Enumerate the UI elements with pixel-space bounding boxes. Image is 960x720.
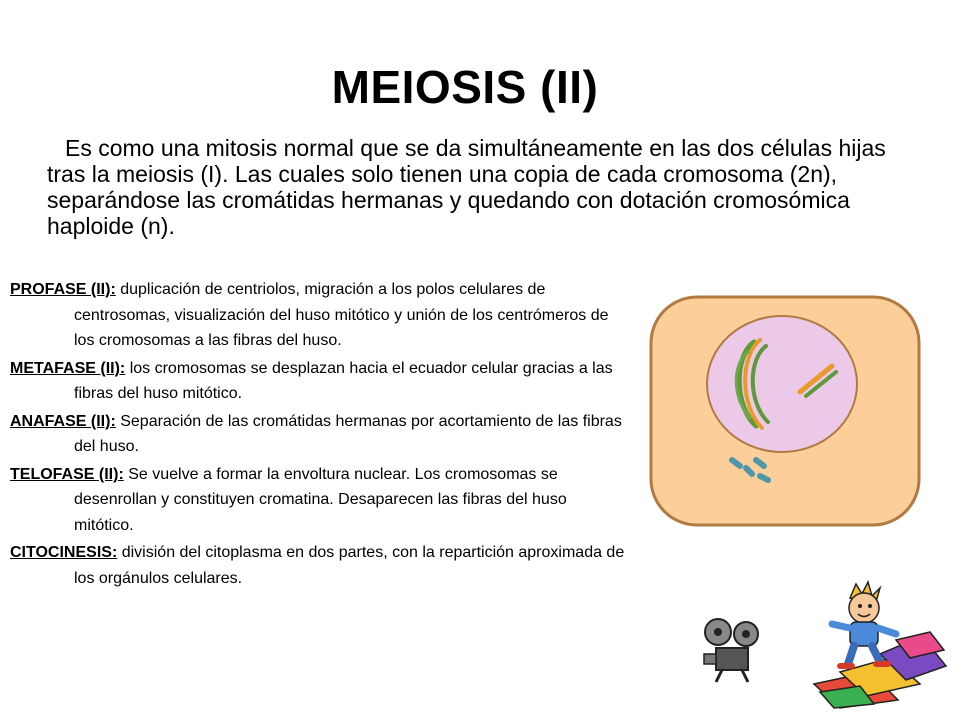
phase-name: CITOCINESIS: xyxy=(10,544,118,561)
phase-text: los cromosomas se desplazan hacia el ecuador celular gracias a las fibras del huso mitótico. xyxy=(74,359,613,402)
phase-telofase xyxy=(10,462,630,539)
cell-illustration xyxy=(648,294,924,530)
phase-text: duplicación de centriolos, migración a los polos celulares de centrosomas, visualización del huso mitótico y unión de los centrómeros de los cromosomas a las fibras del huso. xyxy=(74,281,609,349)
phase-anafase xyxy=(10,409,630,460)
kid-on-books-icon xyxy=(810,580,950,710)
phase-name: ANAFASE (II): xyxy=(10,412,116,430)
phase-name: TELOFASE (II): xyxy=(10,465,124,483)
phase-name: METAFASE (II): xyxy=(10,359,126,377)
phase-citocinesis xyxy=(10,540,630,591)
slide-title: MEIOSIS (II) xyxy=(331,61,599,113)
phase-text: Separación de las cromátidas hermanas por acortamiento de las fibras del huso. xyxy=(74,412,622,455)
phase-name: PROFASE (II): xyxy=(10,281,116,298)
phase-profase xyxy=(10,277,630,354)
phase-list xyxy=(10,277,630,593)
intro-paragraph: Es como una mitosis normal que se da simultáneamente en las dos células hijas tras la meiosis (I). Las cuales solo tienen una copia de cada cromosoma (2n), separándose las cromátidas hermanas y quedando con dotación cromosómica haploide (n). xyxy=(47,135,886,239)
book-stack xyxy=(814,632,946,708)
phase-metafase xyxy=(10,356,630,407)
phase-text: Se vuelve a formar la envoltura nuclear. Los cromosomas se desenrollan y constituyen cromatina. Desaparecen las fibras del huso mitótico. xyxy=(74,465,567,534)
cell-nucleus xyxy=(707,316,857,452)
phase-text: división del citoplasma en dos partes, con la repartición aproximada de los orgánulos celulares. xyxy=(74,544,625,587)
film-projector-icon xyxy=(702,614,764,684)
